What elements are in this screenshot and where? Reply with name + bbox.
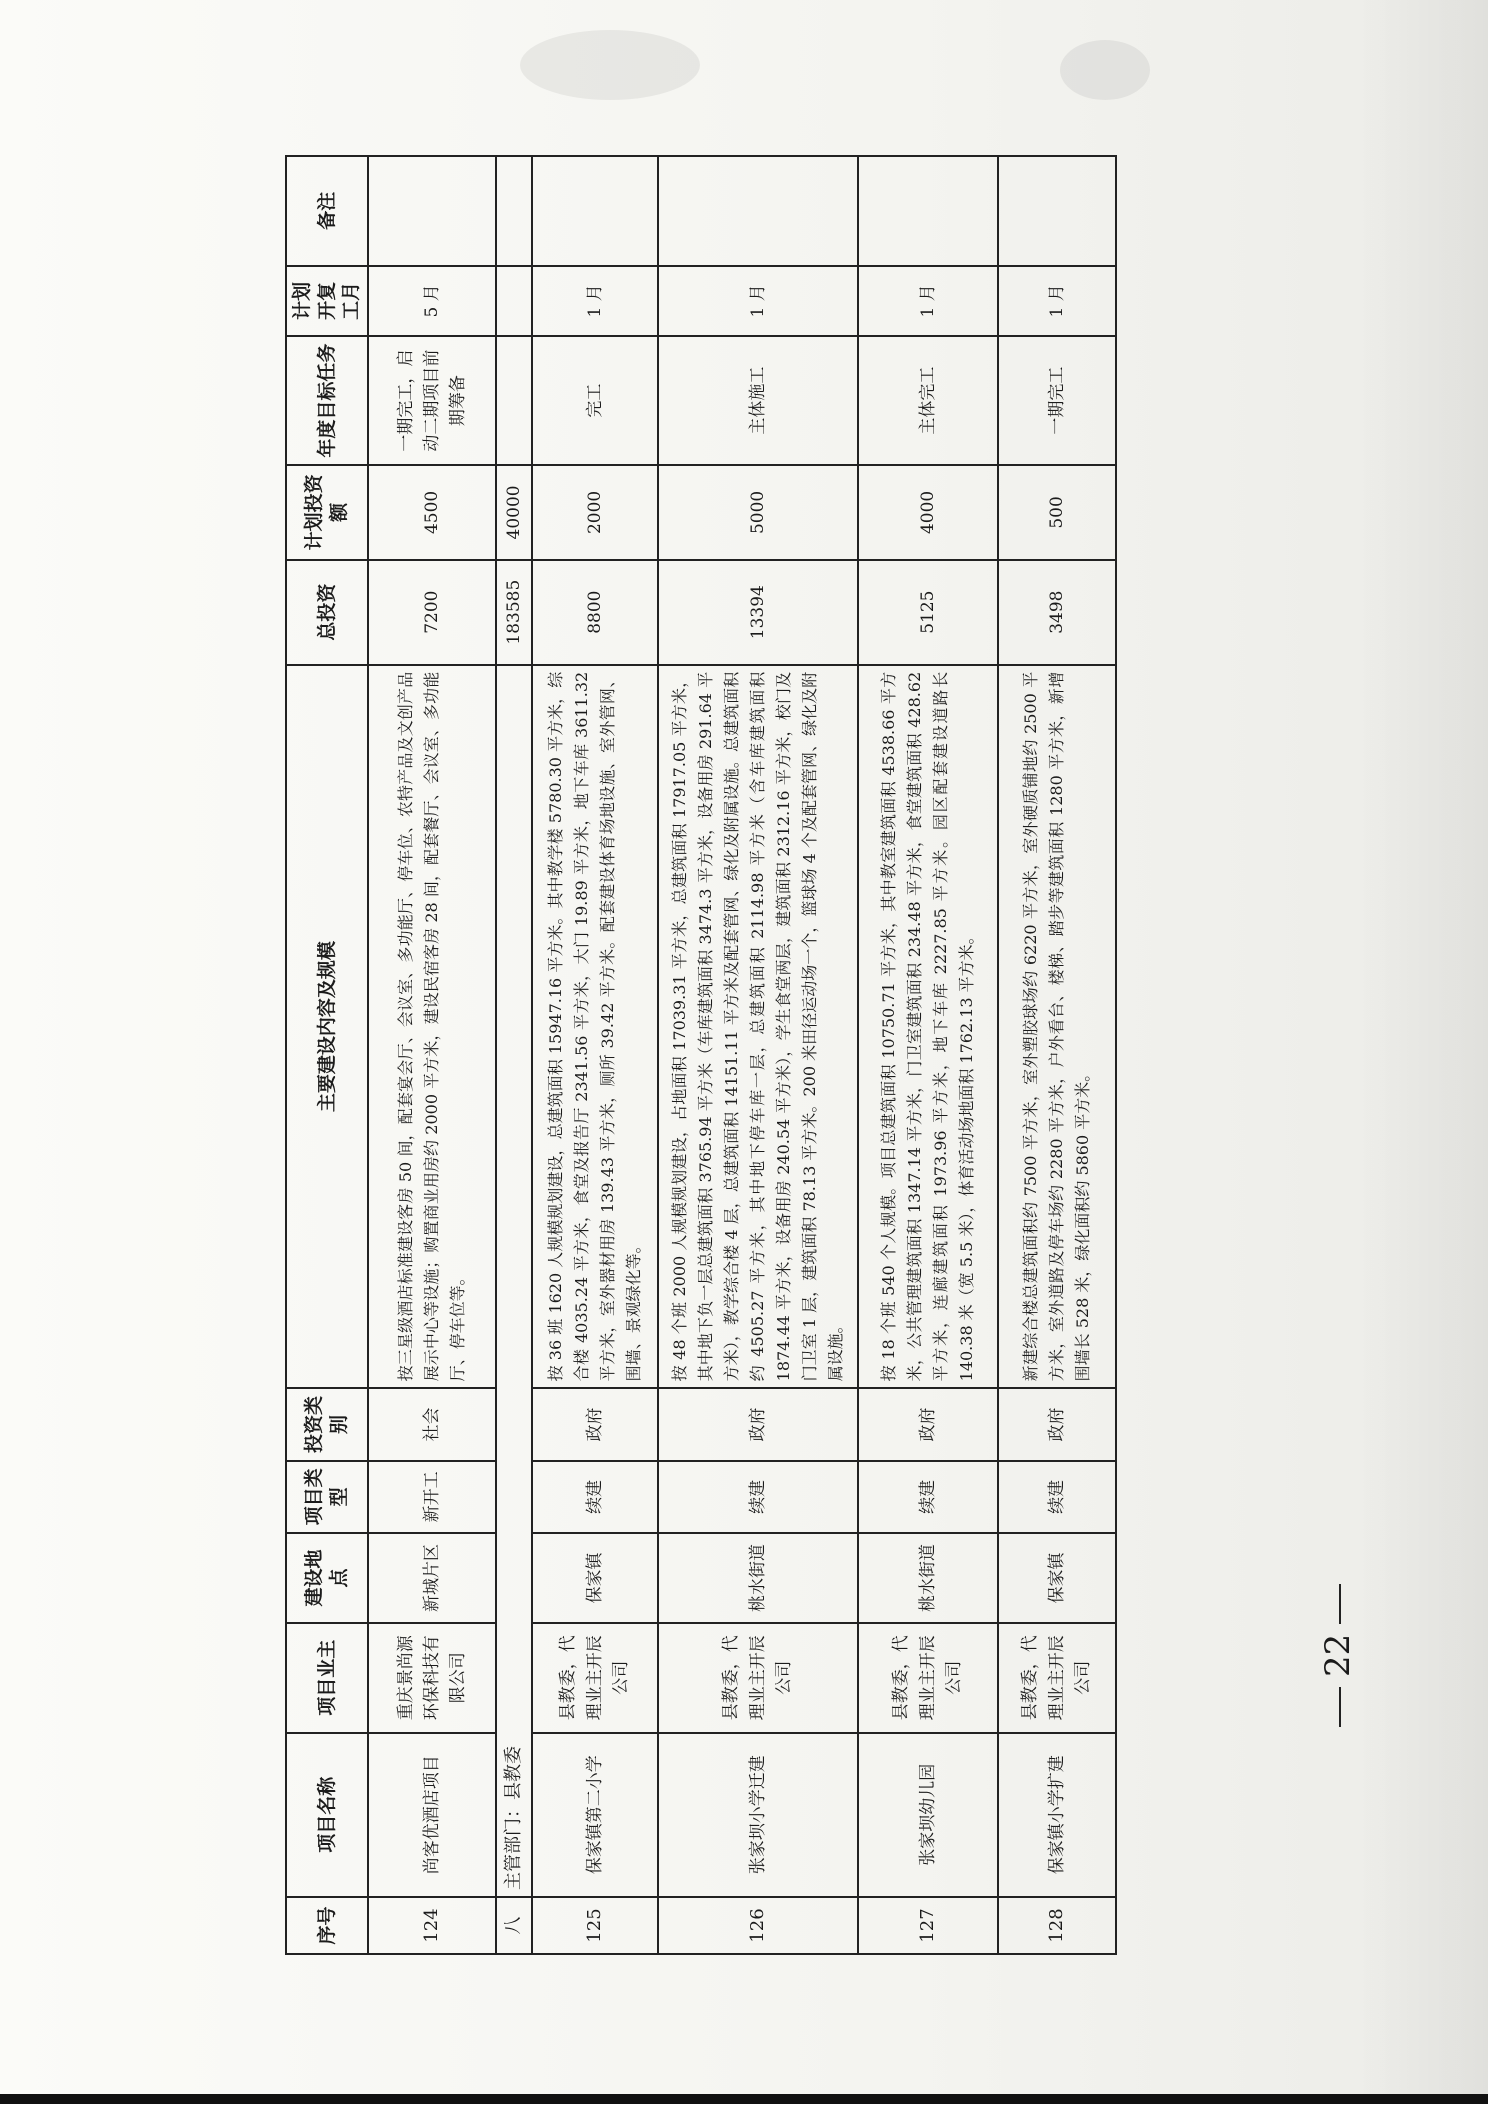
cell-plan: 500: [998, 465, 1116, 559]
cell-location: 新城片区: [368, 1533, 496, 1623]
cell-project-type: 续建: [658, 1461, 858, 1533]
cell-project-type: 续建: [858, 1461, 998, 1533]
cell-seq: 124: [368, 1897, 496, 1954]
cell-note: [532, 156, 658, 266]
page-number-text: 22: [1318, 1633, 1358, 1677]
rotated-table-container: [285, 155, 1165, 1955]
cell-seq: 126: [658, 1897, 858, 1954]
header-location: 建设地点: [286, 1533, 368, 1623]
header-target: 年度目标任务: [286, 336, 368, 465]
header-project-type: 项目类型: [286, 1461, 368, 1533]
cell-note: [858, 156, 998, 266]
cell-invest-type: 政府: [858, 1388, 998, 1460]
cell-target: 主体施工: [658, 336, 858, 465]
cell-month: 1 月: [998, 266, 1116, 336]
cell-note: [368, 156, 496, 266]
header-total: 总投资: [286, 560, 368, 665]
cell-location: 保家镇: [532, 1533, 658, 1623]
cell-content: 按 18 个班 540 个人规模。项目总建筑面积 10750.71 平方米，其中教室建筑面积 4538.66 平方米，公共管理建筑面积 1347.14 平方米，门卫室建筑面积 234.48 平方米，食堂建筑面积 428.62 平方米，连廊建筑面积 1973.96 平方米，地下车库 2227.85 平方米。园区配套建设道路长 140.38 米（宽 5.5 米），体育活动场地面积 1762.13 平方米。: [858, 665, 998, 1389]
cell-name: 保家镇第二小学: [532, 1733, 658, 1897]
table-row: [658, 156, 858, 1954]
cell-note: [658, 156, 858, 266]
cell-project-type: 新开工: [368, 1461, 496, 1533]
cell-content: 按三星级酒店标准建设客房 50 间，配套宴会厅、会议室、多功能厅、停车位、农特产品及文创产品展示中心等设施；购置商业用房约 2000 平方米，建设民宿客房 28 间，配套餐厅、会议室、多功能厅、停车位等。: [368, 665, 496, 1389]
table-row: [368, 156, 496, 1954]
cell-project-type: 续建: [998, 1461, 1116, 1533]
cell-seq: 125: [532, 1897, 658, 1954]
cell-plan: 2000: [532, 465, 658, 559]
cell-invest-type: 政府: [532, 1388, 658, 1460]
cell-plan: 4500: [368, 465, 496, 559]
cell-seq: 128: [998, 1897, 1116, 1954]
header-month: 计划开复工月: [286, 266, 368, 336]
cell-seq: 127: [858, 1897, 998, 1954]
header-owner: 项目业主: [286, 1623, 368, 1733]
cell-owner: 县教委，代理业主开辰公司: [858, 1623, 998, 1733]
cell-invest-type: 政府: [998, 1388, 1116, 1460]
cell-invest-type: 社会: [368, 1388, 496, 1460]
section-note: [496, 156, 532, 266]
header-plan: 计划投资额: [286, 465, 368, 559]
page-number-dash: [1339, 1687, 1341, 1727]
cell-target: 完工: [532, 336, 658, 465]
cell-location: 桃水街道: [658, 1533, 858, 1623]
cell-name: 保家镇小学扩建: [998, 1733, 1116, 1897]
section-plan: 40000: [496, 465, 532, 559]
section-total: 183585: [496, 560, 532, 665]
cell-owner: 县教委，代理业主开辰公司: [658, 1623, 858, 1733]
cell-owner: 县教委，代理业主开辰公司: [532, 1623, 658, 1733]
project-table: [285, 155, 1117, 1955]
section-row: [496, 156, 532, 1954]
cell-target: 一期完工，启动二期项目前期筹备: [368, 336, 496, 465]
cell-plan: 4000: [858, 465, 998, 559]
cell-content: 新建综合楼总建筑面积约 7500 平方米，室外塑胶球场约 6220 平方米，室外硬质铺地约 2500 平方米，室外道路及停车场约 2280 平方米，户外看台、楼梯、踏步等建筑面积 1280 平方米，新增围墙长 528 米，绿化面积约 5860 平方米。: [998, 665, 1116, 1389]
cell-total: 3498: [998, 560, 1116, 665]
cell-name: 尚客优酒店项目: [368, 1733, 496, 1897]
section-month: [496, 266, 532, 336]
scan-smudge: [520, 30, 700, 100]
cell-month: 5 月: [368, 266, 496, 336]
header-invest-type: 投资类别: [286, 1388, 368, 1460]
scan-smudge: [1060, 40, 1150, 100]
cell-total: 8800: [532, 560, 658, 665]
cell-note: [998, 156, 1116, 266]
table-header-row: [286, 156, 368, 1954]
cell-content: 按 36 班 1620 人规模规划建设，总建筑面积 15947.16 平方米。其中教学楼 5780.30 平方米，综合楼 4035.24 平方米，食堂及报告厅 2341.56 平方米，大门 19.89 平方米，地下车库 3611.32 平方米，室外器材用房 139.43 平方米，厕所 39.42 平方米。配套建设体育场地设施、室外管网、围墙、景观绿化等。: [532, 665, 658, 1389]
cell-total: 5125: [858, 560, 998, 665]
table-row: [858, 156, 998, 1954]
cell-location: 桃水街道: [858, 1533, 998, 1623]
cell-owner: 重庆景尚源环保科技有限公司: [368, 1623, 496, 1733]
table-row: [998, 156, 1116, 1954]
header-name: 项目名称: [286, 1733, 368, 1897]
cell-invest-type: 政府: [658, 1388, 858, 1460]
section-target: [496, 336, 532, 465]
cell-project-type: 续建: [532, 1461, 658, 1533]
cell-name: 张家坝幼儿园: [858, 1733, 998, 1897]
section-seq: 八: [496, 1897, 532, 1954]
cell-month: 1 月: [858, 266, 998, 336]
cell-target: 一期完工: [998, 336, 1116, 465]
table-row: [532, 156, 658, 1954]
section-label: 主管部门：县教委: [496, 665, 532, 1897]
page-number-dash: [1339, 1584, 1341, 1624]
cell-owner: 县教委，代理业主开辰公司: [998, 1623, 1116, 1733]
cell-location: 保家镇: [998, 1533, 1116, 1623]
cell-content: 按 48 个班 2000 人规模规划建设，占地面积 17039.31 平方米，总建筑面积 17917.05 平方米，其中地下负一层总建筑面积 3765.94 平方米（车库建筑面积 3474.3 平方米，设备用房 291.64 平方米），教学综合楼 4 层，总建筑面积 14151.11 平方米及配套管网、绿化及附属设施。总建筑面积约 4505.27 平方米，其中地下停车库一层，总建筑面积 2114.98 平方米（含车库建筑面积 1874.44 平方米，设备用房 240.54 平方米），学生食堂两层，建筑面积 2312.16 平方米，校门及门卫室 1 层，建筑面积 78.13 平方米。200 米田径运动场一个，篮球场 4 个及配套管网、绿化及附属设施。: [658, 665, 858, 1389]
scan-edge-bar: [0, 2094, 1488, 2104]
cell-target: 主体完工: [858, 336, 998, 465]
scan-shading: [1358, 0, 1488, 2104]
cell-month: 1 月: [658, 266, 858, 336]
page-number: [1318, 1633, 1358, 1737]
cell-plan: 5000: [658, 465, 858, 559]
cell-total: 7200: [368, 560, 496, 665]
cell-month: 1 月: [532, 266, 658, 336]
header-seq: 序号: [286, 1897, 368, 1954]
cell-name: 张家坝小学迁建: [658, 1733, 858, 1897]
header-note: 备注: [286, 156, 368, 266]
header-content: 主要建设内容及规模: [286, 665, 368, 1389]
cell-total: 13394: [658, 560, 858, 665]
